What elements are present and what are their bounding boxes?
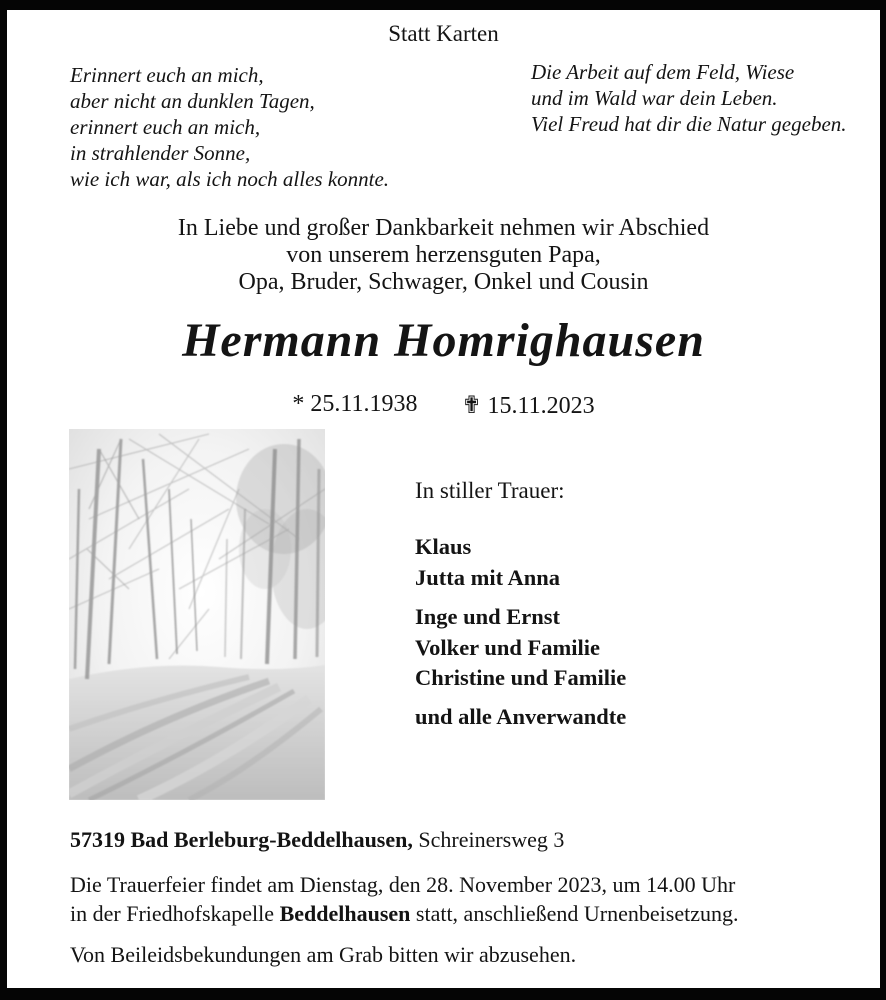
mourner-name: Volker und Familie: [415, 635, 601, 660]
funeral-info: [70, 871, 738, 928]
poem-right-line: Viel Freud hat dir die Natur gegeben.: [531, 112, 847, 136]
life-dates: [7, 391, 880, 420]
poem-left-line: Erinnert euch an mich,: [70, 63, 264, 87]
mourner-name: und alle Anverwandte: [415, 704, 627, 729]
mourner-name: Jutta mit Anna: [415, 565, 561, 590]
mourning-heading: In stiller Trauer:: [415, 478, 565, 503]
kicker-statt-karten: Statt Karten: [388, 21, 499, 46]
funeral-chapel-name: Beddelhausen: [279, 900, 411, 926]
poem-left-line: wie ich war, als ich noch alles konnte.: [70, 167, 390, 191]
birth-date: * 25.11.1938: [292, 391, 418, 417]
death-cross-icon: ✟: [461, 393, 482, 419]
forest-path-photo: [69, 429, 325, 800]
farewell-intro-line: In Liebe und großer Dankbarkeit nehmen wir Abschied: [177, 215, 710, 241]
birth-star-icon: *: [292, 391, 305, 417]
death-date: ✟ 15.11.2023: [461, 393, 595, 419]
farewell-intro: [7, 215, 880, 296]
obituary-page: [7, 10, 880, 988]
condolence-note: Von Beileidsbekundungen am Grab bitten wir abzusehen.: [70, 942, 577, 967]
poem-left-line: in strahlender Sonne,: [70, 141, 251, 165]
poem-right-line: Die Arbeit auf dem Feld, Wiese: [531, 60, 795, 84]
funeral-line-1: Die Trauerfeier findet am Dienstag, den 28. November 2023, um 14.00 Uhr: [70, 872, 736, 897]
farewell-intro-line: von unserem herzensguten Papa,: [286, 242, 601, 268]
funeral-line-2: in der Friedhofskapelle Beddelhausen statt, anschließend Urnenbeisetzung.: [70, 900, 739, 926]
deceased-name: Hermann Homrighausen: [182, 314, 705, 367]
mourner-name: Inge und Ernst: [415, 604, 561, 629]
poem-left-line: aber nicht an dunklen Tagen,: [70, 89, 315, 113]
poem-left: [70, 62, 389, 192]
address-city: 57319 Bad Berleburg-Beddelhausen,: [70, 827, 413, 852]
address-line: [70, 827, 564, 853]
address-street: Schreinersweg 3: [418, 827, 565, 852]
poem-left-line: erinnert euch an mich,: [70, 115, 261, 139]
mourner-name: Christine und Familie: [415, 665, 627, 690]
poem-right: [531, 59, 847, 137]
farewell-intro-line: Opa, Bruder, Schwager, Onkel und Cousin: [238, 269, 649, 295]
poem-right-line: und im Wald war dein Leben.: [531, 86, 778, 110]
mourner-name: Klaus: [415, 534, 472, 559]
